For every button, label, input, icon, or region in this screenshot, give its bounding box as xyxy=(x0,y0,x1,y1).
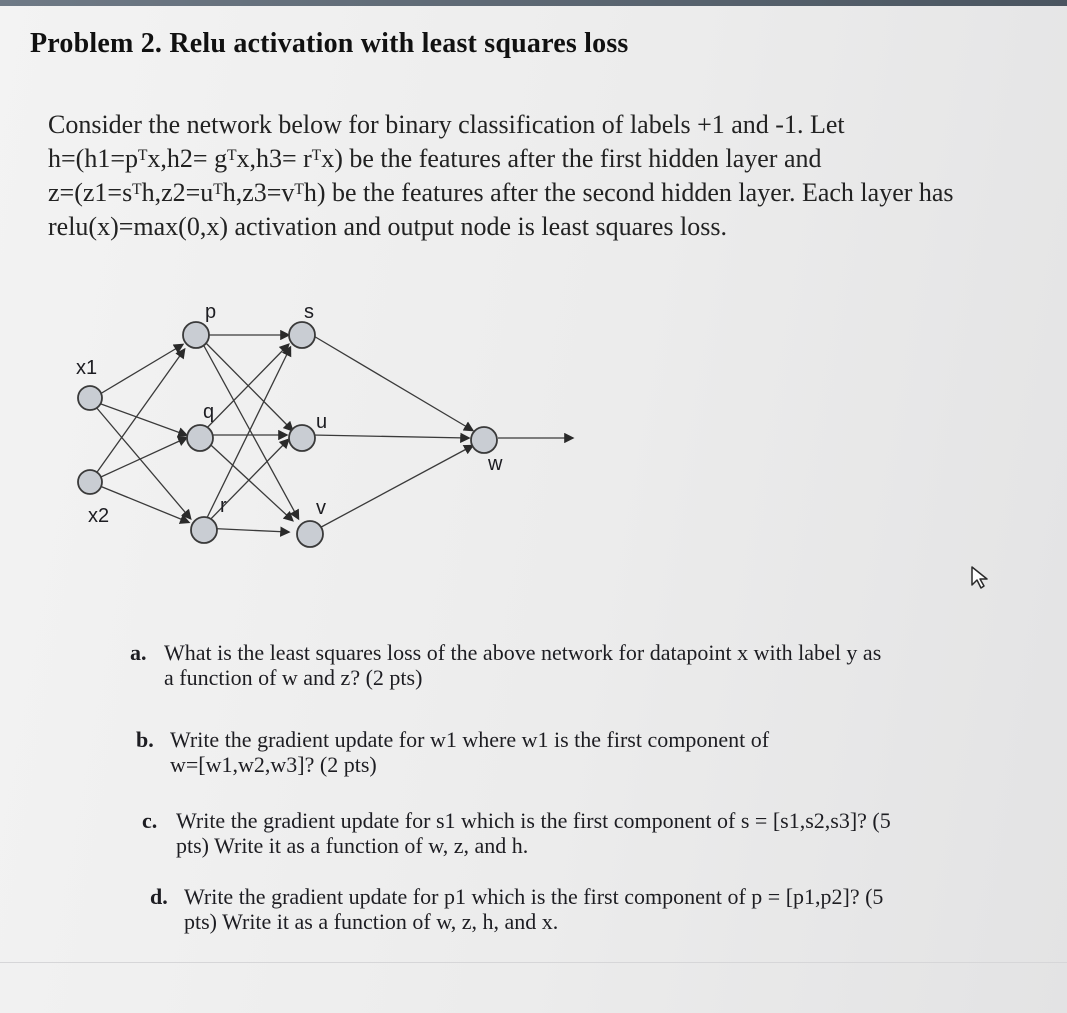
question-line: pts) Write it as a function of w, z, and h. xyxy=(176,833,529,858)
question-b xyxy=(136,727,769,777)
intro-line: z=(z1=sᵀh,z2=uᵀh,z3=vᵀh) be the features after the second hidden layer. Each layer has xyxy=(48,178,954,207)
edge xyxy=(202,348,290,528)
question-d xyxy=(150,884,883,934)
intro-line: h=(h1=pᵀx,h2= gᵀx,h3= rᵀx) be the features after the first hidden layer and xyxy=(48,144,822,173)
node-s xyxy=(289,322,315,348)
edge xyxy=(90,438,186,482)
question-letter: a. xyxy=(130,640,147,665)
divider xyxy=(0,962,1067,963)
question-letter: b. xyxy=(136,727,154,752)
label-r: r xyxy=(220,495,227,517)
label-s: s xyxy=(304,301,314,323)
question-line: a function of w and z? (2 pts) xyxy=(164,665,423,690)
network-diagram xyxy=(60,290,600,560)
question-line: Write the gradient update for w1 where w1 is the first component of xyxy=(170,727,770,752)
edge xyxy=(200,435,292,520)
question-line: What is the least squares loss of the above network for datapoint x with label y as xyxy=(164,640,882,665)
node-x1 xyxy=(78,386,102,410)
question-letter: c. xyxy=(142,808,158,833)
node-v xyxy=(297,521,323,547)
node-x2 xyxy=(78,470,102,494)
question-letter: d. xyxy=(150,884,168,909)
node-w xyxy=(471,427,497,453)
intro-line: Consider the network below for binary classification of labels +1 and -1. Let xyxy=(48,110,845,139)
monitor-top-edge xyxy=(0,0,1067,6)
intro-line: relu(x)=max(0,x) activation and output node is least squares loss. xyxy=(48,212,727,241)
label-q: q xyxy=(203,401,215,423)
question-c xyxy=(142,808,891,858)
node-u xyxy=(289,425,315,451)
edge xyxy=(312,335,472,430)
edge xyxy=(202,440,288,528)
node-r xyxy=(191,517,217,543)
label-w: w xyxy=(488,453,503,475)
label-x1: x1 xyxy=(76,357,98,379)
question-line: w=[w1,w2,w3]? (2 pts) xyxy=(170,752,377,777)
question-a xyxy=(130,640,881,690)
question-line: Write the gradient update for p1 which is the first component of p = [p1,p2]? (5 xyxy=(184,884,884,909)
label-v: v xyxy=(316,497,326,519)
edge xyxy=(312,446,472,532)
problem-intro xyxy=(48,108,954,244)
problem-title: Problem 2. Relu activation with least squares loss xyxy=(30,28,629,59)
label-p: p xyxy=(205,301,217,323)
label-x2: x2 xyxy=(88,505,110,527)
mouse-cursor-icon xyxy=(968,565,990,589)
node-p xyxy=(183,322,209,348)
question-line: pts) Write it as a function of w, z, h, and x. xyxy=(184,909,559,934)
edge xyxy=(312,435,468,438)
node-q xyxy=(187,425,213,451)
label-u: u xyxy=(316,411,328,433)
question-line: Write the gradient update for s1 which is the first component of s = [s1,s2,s3]? (5 xyxy=(176,808,891,833)
